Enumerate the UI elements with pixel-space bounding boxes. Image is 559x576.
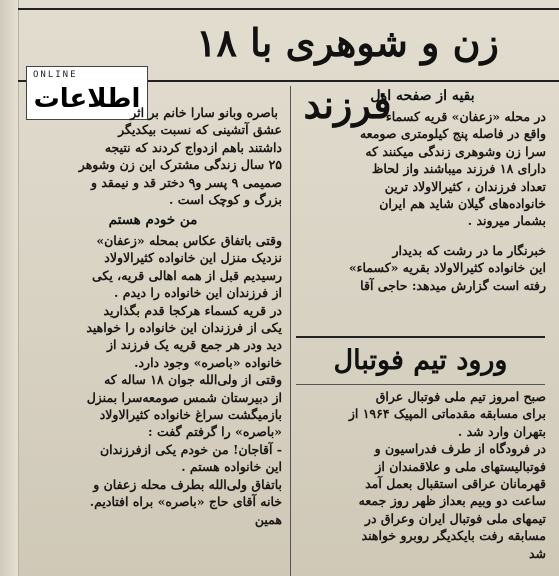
text-line: خانه آقای حاج «باصره» براه افتادیم. bbox=[89, 494, 282, 510]
text-line: صبح امروز تیم ملی فوتبال عراق bbox=[375, 389, 546, 404]
text-line: در محله «زعفان» قریه کسماء bbox=[385, 109, 546, 124]
logo-name: اطلاعات bbox=[33, 84, 141, 114]
left-column-text bbox=[24, 232, 282, 528]
text-line: خانواده «باصره» وجود دارد. bbox=[134, 354, 282, 370]
text-line: عشق آتشینی که نسبت بیکدیگر bbox=[118, 122, 282, 138]
left-column-intro bbox=[24, 104, 282, 208]
text-line: بازمیگشت سراغ خانواده کثیرالاولاد bbox=[99, 407, 282, 423]
text-line: در قریه کسماء هرکجا قدم بگذارید bbox=[103, 302, 282, 318]
text-line: قهرمانان عراقی استقبال بعمل آمد bbox=[365, 476, 546, 492]
right-column-text bbox=[298, 108, 546, 294]
text-line: تیمهای ملی فوتبال ایران وعراق در bbox=[364, 510, 546, 526]
text-line: دارای ۱۸ فرزند میباشند واز لحاظ bbox=[371, 161, 546, 177]
text-line: بزرگ و کوچک است . bbox=[169, 192, 282, 208]
logo-online-label: ONLINE bbox=[33, 70, 78, 80]
text-line: از فرزندان این خانواده را دیدم . bbox=[114, 285, 282, 301]
text-line: این خانواده کثیرالاولاد بقریه «کسماء» bbox=[348, 260, 546, 276]
text-line: ساعت دو وبیم بعداز ظهر روز جمعه bbox=[358, 493, 546, 509]
text-line: فوتبالیستهای ملی و علاقمندان از bbox=[375, 458, 546, 474]
text-line: وقتی باتفاق عکاس بمحله «زعفان» bbox=[96, 233, 282, 248]
text-line: همین bbox=[254, 511, 282, 527]
sports-headline: ورود تیم فوتبال bbox=[296, 336, 545, 385]
text-line: ۲۵ سال زندگی مشترک این زن وشوهر bbox=[78, 157, 282, 173]
text-line: این خانواده هستم . bbox=[181, 459, 282, 475]
text-line: رسیدیم قبل از همه اهالی قریه، یکی bbox=[92, 267, 282, 283]
text-line: شد bbox=[528, 545, 546, 561]
text-line: بشمار میروند . bbox=[467, 213, 546, 229]
text-line: «باصره» را گرفتم گفت : bbox=[148, 424, 282, 440]
text-line: خانواده‌های گیلان شاید هم ایران bbox=[379, 196, 546, 212]
text-line: یکی از فرزندان این خانواده را خواهید bbox=[86, 320, 282, 336]
main-headline: زن و شوهری با ۱۸ فرزند bbox=[196, 20, 499, 127]
text-line: باصره وبانو سارا خانم بر اثر bbox=[130, 105, 278, 120]
text-line: بتهران وارد شد . bbox=[457, 423, 546, 439]
text-line: نزدیک منزل این خانواده کثیرالاولاد bbox=[104, 250, 282, 266]
sports-article-text bbox=[298, 388, 546, 562]
top-rule bbox=[18, 8, 559, 10]
text-line: واقع در فاصله پنج کیلومتری صومعه bbox=[359, 126, 546, 142]
text-line: داشتند باهم ازدواج کردند که نتیجه bbox=[104, 139, 282, 155]
page-edge bbox=[0, 0, 19, 576]
text-line: تعداد فرزندان ، کثیرالاولاد ترین bbox=[384, 178, 546, 194]
text-line: خبرنگار ما در رشت که بدیدار bbox=[392, 242, 546, 258]
continuation-subheading: بقیه از صفحه اول bbox=[370, 88, 475, 104]
left-subheading: من خودم هستم bbox=[108, 212, 198, 228]
text-line: مسابقه رفت بایکدیگر روبرو خواهند bbox=[361, 528, 546, 544]
text-line: صمیمی ۹ پسر و۹ دختر قد و نیمقد و bbox=[90, 174, 282, 190]
text-line: برای مسابقه مقدماتی المپیک ۱۹۶۴ از bbox=[348, 406, 546, 422]
text-line: دید ودر هر جمع قریه یک فرزند از bbox=[107, 337, 282, 353]
text-line: - آقاجان! من خودم یکی ازفرزندان bbox=[99, 441, 282, 457]
text-line: سرا زن وشوهری زندگی میکنند که bbox=[365, 143, 546, 159]
text-line: در فرودگاه از طرف فدراسیون و bbox=[374, 441, 546, 457]
column-divider bbox=[290, 86, 291, 576]
text-line: وقتی از ولی‌الله جوان ۱۸ ساله که bbox=[104, 372, 282, 388]
text-line: از دبیرستان شمس صومعه‌سرا بمنزل bbox=[86, 389, 282, 405]
text-line: رفته است گزارش میدهد: حاجی آقا bbox=[360, 277, 546, 293]
text-line: باتفاق ولی‌الله بطرف محله زعفان و bbox=[93, 476, 282, 492]
